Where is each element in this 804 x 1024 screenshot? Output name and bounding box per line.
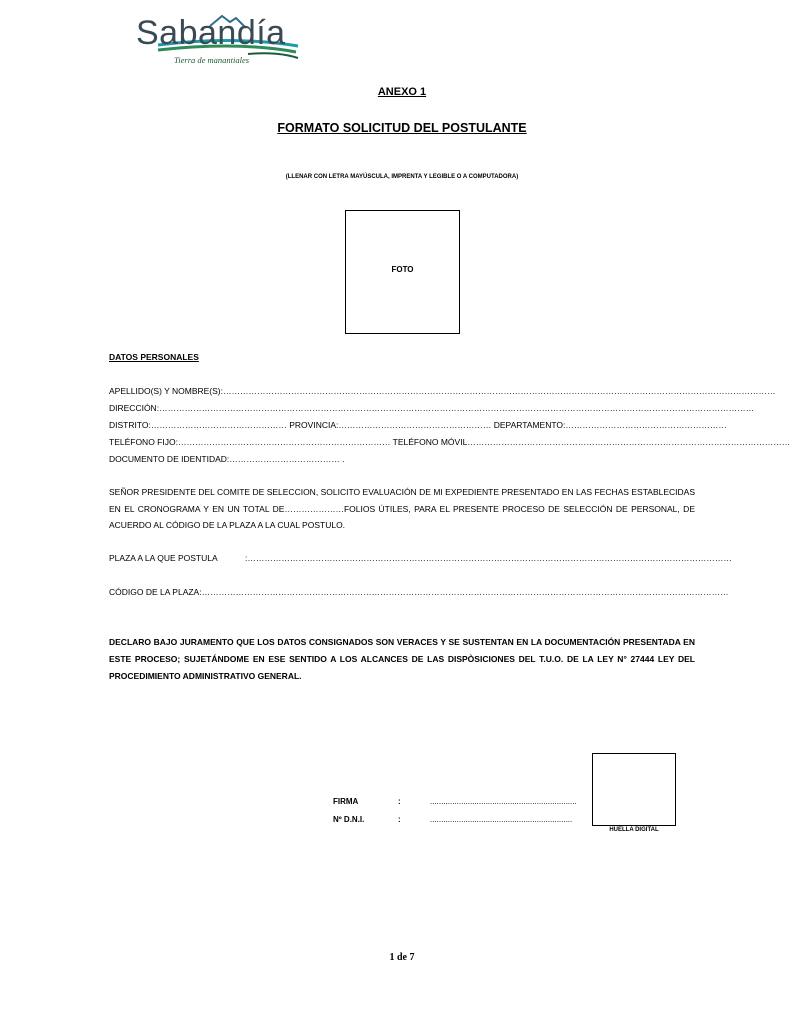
mobile-label: TELÉFONO MÓVIL [392, 437, 468, 447]
district-label: DISTRITO: [109, 420, 151, 430]
request-text-before: SEÑOR PRESIDENTE DEL COMITE DE SELECCION, SOLICITO EVALUACIÓN DE MI EXPEDIENTE PRESENTADO EN LAS FECHAS ESTABLECIDAS EN EL CRONOGRAMA Y EN UN TOTAL DE [109, 487, 695, 514]
fingerprint-box [592, 753, 676, 826]
phone-row [109, 437, 791, 447]
page-number: 1 de 7 [389, 952, 415, 963]
names-label: APELLIDO(S) Y NOMBRE(S): [109, 386, 223, 396]
names-row [109, 386, 776, 396]
request-text-after: FOLIOS ÚTILES, PARA EL PRESENTE PROCESO DE SELECCIÓN DE PERSONAL, DE ACUERDO AL CÓDIGO DE LA PLAZA A LA CUAL POSTULO. [109, 503, 695, 530]
names-blank[interactable]: …………………………………………………………………………………………………………………………………………………………………………… [223, 386, 776, 396]
plaza-colon: : [245, 553, 248, 563]
request-paragraph [109, 484, 695, 534]
department-label: DEPARTAMENTO: [493, 420, 566, 430]
annex-heading: ANEXO 1 [377, 86, 427, 98]
district-blank[interactable]: ………………………………………… [150, 420, 290, 430]
dni-colon: : [398, 815, 401, 824]
mobile-blank[interactable]: …………………………………………………………………………………………………… [467, 437, 791, 447]
photo-box [345, 210, 460, 334]
sworn-declaration: DECLARO BAJO JURAMENTO QUE LOS DATOS CONSIGNADOS SON VERACES Y SE SUSTENTAN EN LA DOCUMENTACIÓN PRESENTADA EN ESTE PROCESO; SUJETÁNDOME EN ESE SENTIDO A LOS ALCANCES DE LAS DISPÒSICIONES DEL T.U.O. DE LA LEY N° 27444 LEY DEL PROCEDIMIENTO ADMINISTRATIVO GENERAL. [109, 637, 695, 681]
form-title: FORMATO SOLICITUD DEL POSTULANTE [277, 121, 527, 135]
fill-instructions: (LLENAR CON LETRA MAYÚSCULA, IMPRENTA Y LEGIBLE O A COMPUTADORA) [285, 174, 519, 180]
address-row [109, 403, 755, 413]
landline-label: TELÉFONO FIJO: [109, 437, 178, 447]
fingerprint-label: HUELLA DIGITAL [609, 827, 659, 833]
signature-label: FIRMA [333, 797, 359, 806]
logo-name: Sabandía [136, 14, 286, 52]
plaza-code-blank[interactable]: …………………………………………………………………………………………………………………………………………………………………… [201, 587, 729, 597]
dni-line[interactable]: ................................................................ [430, 815, 573, 824]
plaza-code-label: CÓDIGO DE LA PLAZA: [109, 587, 202, 597]
address-blank[interactable]: ………………………………………………………………………………………………………………………………………………………………………………………… [159, 403, 755, 413]
signature-line[interactable]: .................................................................. [430, 797, 577, 806]
folios-blank[interactable]: ………………… [284, 503, 344, 514]
photo-label: FOTO [391, 265, 414, 274]
department-blank[interactable]: ………………………………………………… [565, 420, 727, 430]
address-label: DIRECCIÓN: [109, 403, 160, 413]
signature-colon: : [398, 797, 401, 806]
plaza-blank[interactable]: ……………………………………………………………………………………………………………………………………………………… [247, 553, 732, 563]
personal-data-heading: DATOS PERSONALES [109, 352, 199, 362]
plaza-row [109, 553, 732, 563]
dni-label: Nº D.N.I. [333, 815, 365, 824]
province-label: PROVINCIA: [289, 420, 339, 430]
landline-blank[interactable]: ………………………………………………………………… [177, 437, 393, 447]
plaza-code-row [109, 587, 729, 597]
location-row [109, 420, 727, 430]
id-blank[interactable]: ………………………………… . [229, 454, 345, 464]
logo-tagline: Tierra de manantiales [174, 55, 250, 65]
plaza-label: PLAZA A LA QUE POSTULA [109, 553, 218, 563]
id-label: DOCUMENTO DE IDENTIDAD: [109, 454, 230, 464]
id-row [109, 454, 695, 464]
sabandia-logo [118, 12, 308, 82]
province-blank[interactable]: ……………………………………………… [338, 420, 494, 430]
